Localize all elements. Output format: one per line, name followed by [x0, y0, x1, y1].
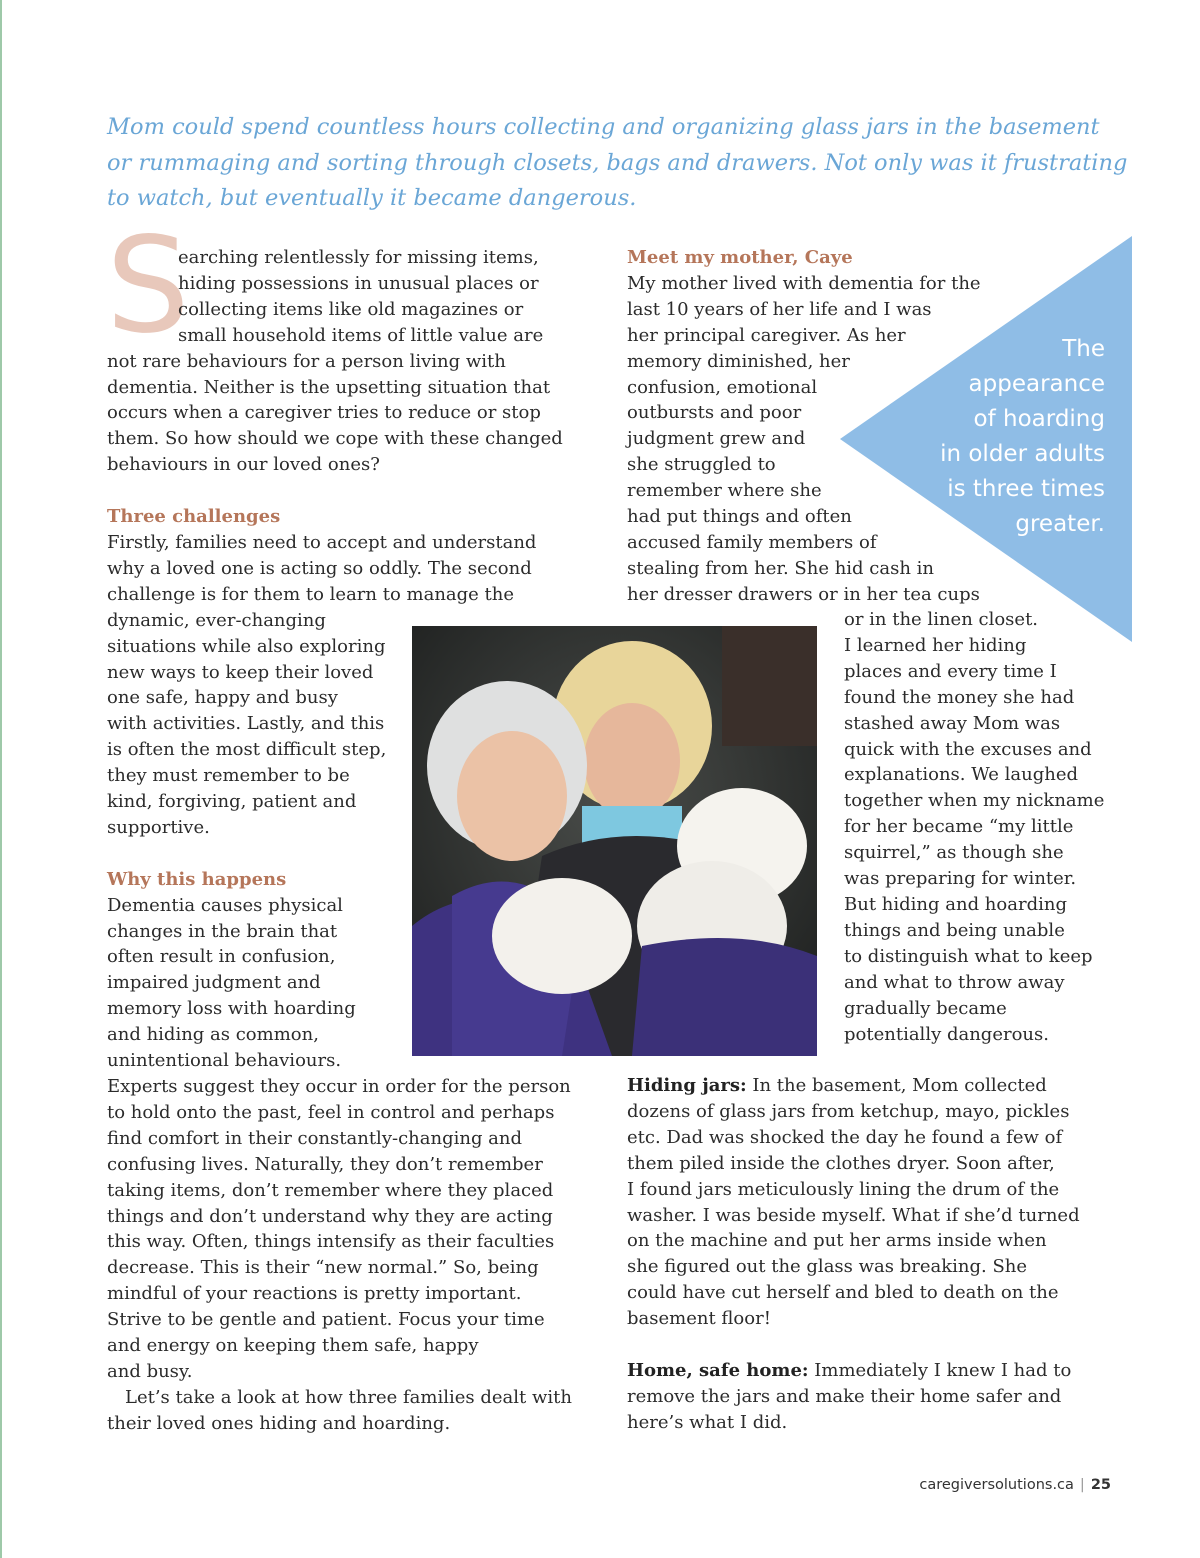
section-heading-meet-my-mother: Meet my mother, Caye: [627, 247, 853, 268]
right-column-continued: [844, 607, 1144, 1047]
pull-quote-line: of hoarding: [973, 406, 1105, 432]
pull-quote-line: appearance: [968, 371, 1105, 397]
text-line: earching relentlessly for missing items,: [178, 247, 539, 268]
text-line: them. So how should we cope with these changed: [107, 428, 563, 450]
section-heading-why-this-happens: Why this happens: [107, 868, 287, 890]
text-line: here’s what I did.: [627, 1411, 788, 1433]
text-line: collecting items like old magazines or: [178, 298, 524, 320]
text-line: and energy on keeping them safe, happy: [107, 1335, 479, 1357]
page-footer: [919, 1477, 1111, 1493]
page-number: 25: [1090, 1477, 1111, 1493]
text-line: changes in the brain that: [107, 920, 338, 942]
text-line: is often the most difficult step,: [107, 739, 387, 761]
text-line: new ways to keep their loved: [107, 661, 374, 683]
text-line: Dementia causes physical: [107, 894, 343, 916]
text-line: washer. I was beside myself. What if she’d turned: [627, 1204, 1080, 1226]
photo-illustration: [412, 626, 817, 1056]
text-line: hiding possessions in unusual places or: [178, 272, 539, 294]
drop-cap: S: [106, 209, 190, 363]
text-line: unintentional behaviours.: [107, 1050, 342, 1072]
intro-line: or rummaging and sorting through closets, bags and drawers. Not only was it frustrating: [107, 149, 1128, 176]
text-line: But hiding and hoarding: [844, 893, 1067, 915]
paragraph-hiding-jars-first: [627, 1073, 1147, 1099]
blank-line: [627, 1332, 1147, 1358]
section-heading-three-challenges: Three challenges: [107, 506, 281, 528]
text-line: to distinguish what to keep: [844, 945, 1093, 967]
footer-separator: |: [1079, 1477, 1085, 1493]
text-line: their loved ones hiding and hoarding.: [107, 1412, 451, 1434]
pull-quote-line: is three times: [947, 476, 1105, 502]
text-line: for her became “my little: [844, 816, 1074, 838]
text-line: kind, forgiving, patient and: [107, 791, 357, 813]
text-line: behaviours in our loved ones?: [107, 454, 380, 476]
text-line: decrease. This is their “new normal.” So, being: [107, 1257, 539, 1279]
text-line: supportive.: [107, 816, 210, 838]
text-line: this way. Often, things intensify as their faculties: [107, 1231, 555, 1253]
text-line: they must remember to be: [107, 765, 350, 787]
text-line: Firstly, families need to accept and understand: [107, 531, 537, 553]
text-line: and what to throw away: [844, 971, 1065, 993]
text-line: impaired judgment and: [107, 972, 321, 994]
text-line: or in the linen closet.: [844, 609, 1039, 630]
text-line: situations while also exploring: [107, 635, 386, 657]
text-line: challenge is for them to learn to manage the: [107, 583, 515, 605]
text-line: together when my nickname: [844, 790, 1105, 812]
text-line: memory loss with hoarding: [107, 998, 356, 1020]
text-line: found the money she had: [844, 686, 1075, 708]
text-line: taking items, don’t remember where they placed: [107, 1179, 554, 1201]
lead-home-safe-home: Home, safe home:: [627, 1359, 809, 1381]
text-line: accused family members of: [627, 531, 877, 553]
pull-quote-line: in older adults: [940, 441, 1105, 467]
text-line: find comfort in their constantly-changing and: [107, 1127, 523, 1149]
text-line: dynamic, ever-changing: [107, 609, 326, 631]
right-column-lower: [627, 1073, 1147, 1436]
text-line: and busy.: [107, 1360, 193, 1382]
paragraph-home-safe-home-first: [627, 1358, 1147, 1384]
text-line: remove the jars and make their home safer and: [627, 1385, 1062, 1407]
text-line: mindful of your reactions is pretty important.: [107, 1283, 522, 1305]
text-line: she figured out the glass was breaking. She: [627, 1256, 1028, 1278]
text-line: occurs when a caregiver tries to reduce or stop: [107, 402, 541, 424]
text-fragment: Immediately I knew I had to: [808, 1359, 1072, 1381]
photo-mother-daughter-puppies: [412, 626, 817, 1056]
pull-quote-line: greater.: [1015, 511, 1105, 537]
text-line: quick with the excuses and: [844, 738, 1092, 760]
text-line: not rare behaviours for a person living with: [107, 350, 506, 372]
right-column: [627, 245, 1147, 608]
text-line: with activities. Lastly, and this: [107, 713, 385, 735]
pull-quote-line: The: [1062, 336, 1105, 362]
text-line: often result in confusion,: [107, 946, 336, 968]
text-line: outbursts and poor: [627, 402, 802, 424]
text-fragment: In the basement, Mom collected: [746, 1075, 1047, 1096]
text-line: things and don’t understand why they are acting: [107, 1205, 553, 1227]
text-line: on the machine and put her arms inside when: [627, 1230, 1047, 1252]
text-line: memory diminished, her: [627, 350, 850, 372]
text-line: why a loved one is acting so oddly. The second: [107, 557, 532, 579]
text-line: gradually became: [844, 997, 1007, 1019]
blank-line: [107, 478, 577, 504]
text-line: stealing from her. She hid cash in: [627, 557, 935, 579]
text-line: confusion, emotional: [627, 376, 818, 398]
intro-paragraph: [107, 110, 1128, 217]
text-line: I found jars meticulously lining the drum of the: [627, 1178, 1060, 1200]
text-line: was preparing for winter.: [844, 868, 1077, 890]
text-line: Let’s take a look at how three families dealt with: [125, 1386, 572, 1408]
text-line: dozens of glass jars from ketchup, mayo, pickles: [627, 1100, 1070, 1122]
text-line: explanations. We laughed: [844, 764, 1079, 786]
text-line: them piled inside the clothes dryer. Soon after,: [627, 1152, 1055, 1174]
text-line: judgment grew and: [627, 428, 806, 450]
text-line: remember where she: [627, 480, 822, 502]
text-line: Strive to be gentle and patient. Focus your time: [107, 1309, 545, 1331]
text-line: squirrel,” as though she: [844, 842, 1064, 864]
text-line: last 10 years of her life and I was: [627, 298, 932, 320]
text-line: small household items of little value are: [178, 324, 544, 346]
text-line: potentially dangerous.: [844, 1023, 1049, 1045]
text-line: one safe, happy and busy: [107, 687, 338, 709]
text-line: places and every time I: [844, 660, 1057, 682]
footer-site-link[interactable]: caregiversolutions.ca: [919, 1477, 1074, 1493]
intro-line: Mom could spend countless hours collecting and organizing glass jars in the basement: [107, 114, 1100, 140]
text-line: stashed away Mom was: [844, 712, 1061, 734]
text-line: dementia. Neither is the upsetting situation that: [107, 376, 551, 398]
text-line: her principal caregiver. As her: [627, 324, 906, 346]
text-line: confusing lives. Naturally, they don’t remember: [107, 1153, 543, 1175]
text-line: she struggled to: [627, 454, 776, 476]
text-line: My mother lived with dementia for the: [627, 272, 981, 294]
text-line: basement floor!: [627, 1308, 771, 1330]
text-line: Experts suggest they occur in order for the person: [107, 1076, 571, 1097]
text-line: to hold onto the past, feel in control and perhaps: [107, 1101, 555, 1123]
text-line: etc. Dad was shocked the day he found a few of: [627, 1126, 1063, 1148]
text-line: her dresser drawers or in her tea cups: [627, 583, 980, 605]
lead-hiding-jars: Hiding jars:: [627, 1075, 747, 1096]
text-line: had put things and often: [627, 506, 852, 528]
text-line: things and being unable: [844, 919, 1065, 941]
text-line: I learned her hiding: [844, 634, 1027, 656]
text-line: and hiding as common,: [107, 1024, 319, 1046]
page-edge-line: [0, 0, 2, 1558]
text-line: could have cut herself and bled to death on the: [627, 1282, 1059, 1304]
intro-line: to watch, but eventually it became dangerous.: [107, 185, 637, 211]
